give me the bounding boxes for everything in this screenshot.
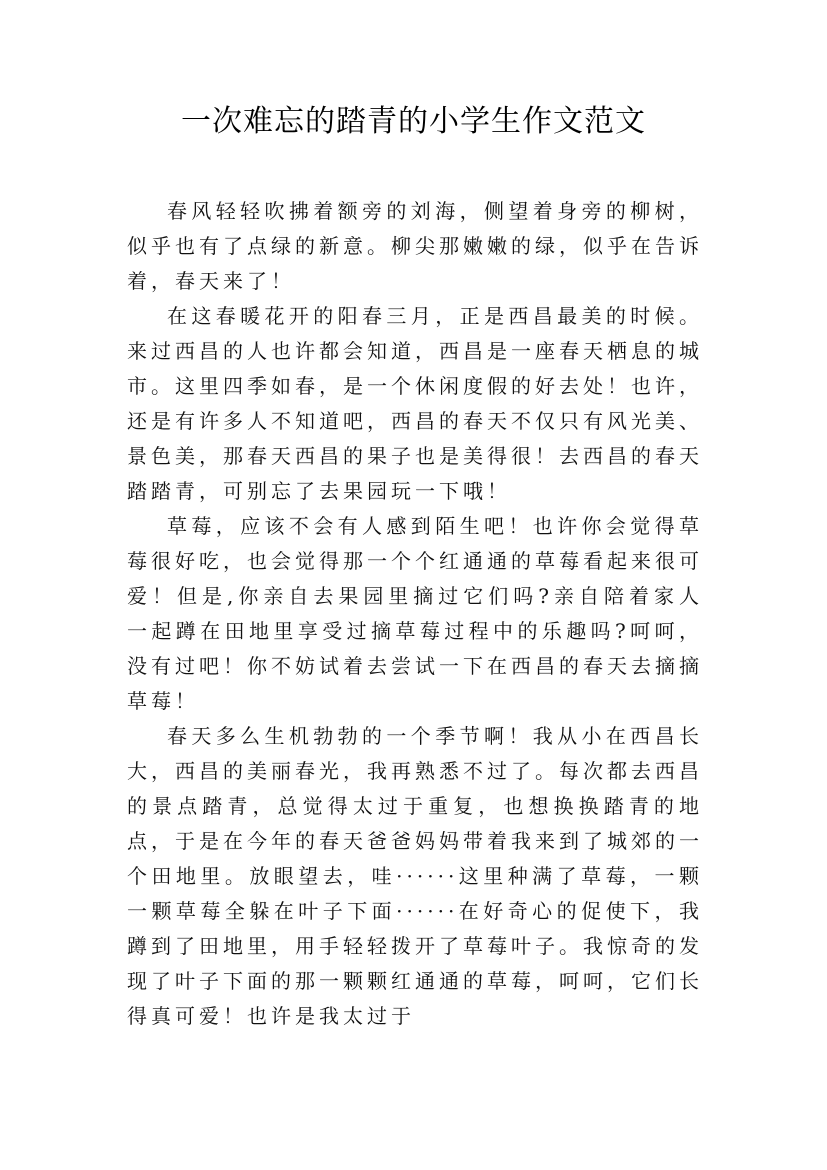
paragraph-2: 在这春暖花开的阳春三月，正是西昌最美的时候。来过西昌的人也许都会知道，西昌是一座春天栖息的城市。这里四季如春，是一个休闲度假的好去处！也许，还是有许多人不知道吧，西昌的春天不仅只有风光美、景色美，那春天西昌的果子也是美得很！去西昌的春天踏踏青，可别忘了去果园玩一下哦！ — [127, 304, 703, 503]
paragraph-3: 草莓，应该不会有人感到陌生吧！也许你会觉得草莓很好吃，也会觉得那一个个红通通的草莓看起来很可爱！但是,你亲自去果园里摘过它们吗?亲自陪着家人一起蹲在田地里享受过摘草莓过程中的乐趣吗?呵呵，没有过吧！你不妨试着去尝试一下在西昌的春天去摘摘草莓！ — [127, 514, 703, 713]
paragraph-1: 春风轻轻吹拂着额旁的刘海，侧望着身旁的柳树，似乎也有了点绿的新意。柳尖那嫩嫩的绿，似乎在告诉着，春天来了！ — [127, 199, 703, 293]
document-title: 一次难忘的踏青的小学生作文范文 — [181, 104, 646, 139]
document-body — [127, 194, 703, 1034]
paragraph-4: 春天多么生机勃勃的一个季节啊！我从小在西昌长大，西昌的美丽春光，我再熟悉不过了。每次都去西昌的景点踏青，总觉得太过于重复，也想换换踏青的地点，于是在今年的春天爸爸妈妈带着我来到了城郊的一个田地里。放眼望去，哇······这里种满了草莓，一颗一颗草莓全躲在叶子下面······在好奇心的促使下，我蹲到了田地里，用手轻轻拨开了草莓叶子。我惊奇的发现了叶子下面的那一颗颗红通通的草莓，呵呵，它们长得真可爱！也许是我太过于 — [127, 724, 703, 1028]
